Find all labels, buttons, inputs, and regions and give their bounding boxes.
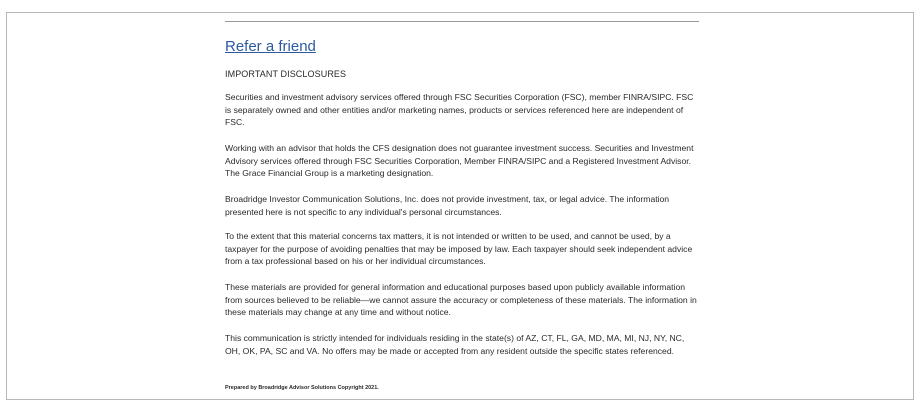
prepared-by-footer: Prepared by Broadridge Advisor Solutions Copyright 2021. bbox=[225, 385, 379, 391]
divider bbox=[225, 21, 699, 22]
disclosure-paragraph-general-info: These materials are provided for general information and educational purposes based upon publicly available information from sources believed to be reliable—we cannot assure the accuracy or completeness of these materials. The information in these materials may change at any time and without notice. bbox=[225, 282, 697, 317]
disclosure-paragraph-states: This communication is strictly intended for individuals residing in the state(s) of AZ, CT, FL, GA, MD, MA, MI, NJ, NY, NC, OH, OK, PA, SC and VA. No offers may be made or accepted from any resident outside the specific states referenced. bbox=[225, 333, 685, 356]
refer-a-friend-link[interactable]: Refer a friend bbox=[225, 38, 316, 55]
disclosure-paragraph-broadridge: Broadridge Investor Communication Solutions, Inc. does not provide investment, tax, or legal advice. The information presented here is not specific to any individual's personal circumstances. bbox=[225, 194, 670, 217]
disclosure-paragraph-tax: To the extent that this material concerns tax matters, it is not intended or written to be used, and cannot be used, by a taxpayer for the purpose of avoiding penalties that may be imposed by law. Each taxpayer should seek independent advice from a tax professional based on his or her individual circumstances. bbox=[225, 231, 693, 266]
disclosures-heading: IMPORTANT DISCLOSURES bbox=[225, 69, 347, 79]
disclosure-paragraph-cfs: Working with an advisor that holds the CFS designation does not guarantee investment success. Securities and Investment Advisory services offered through FSC Securities Corporation, Member FINRA/SIPC and a Registered Investment Advisor. The Grace Financial Group is a marketing designation. bbox=[225, 143, 694, 178]
disclosure-paragraph-fsc: Securities and investment advisory services offered through FSC Securities Corporation (FSC), member FINRA/SIPC. FSC is separately owned and other entities and/or marketing names, products or services referenced here are independent of FSC. bbox=[225, 92, 694, 127]
email-frame bbox=[6, 12, 914, 400]
